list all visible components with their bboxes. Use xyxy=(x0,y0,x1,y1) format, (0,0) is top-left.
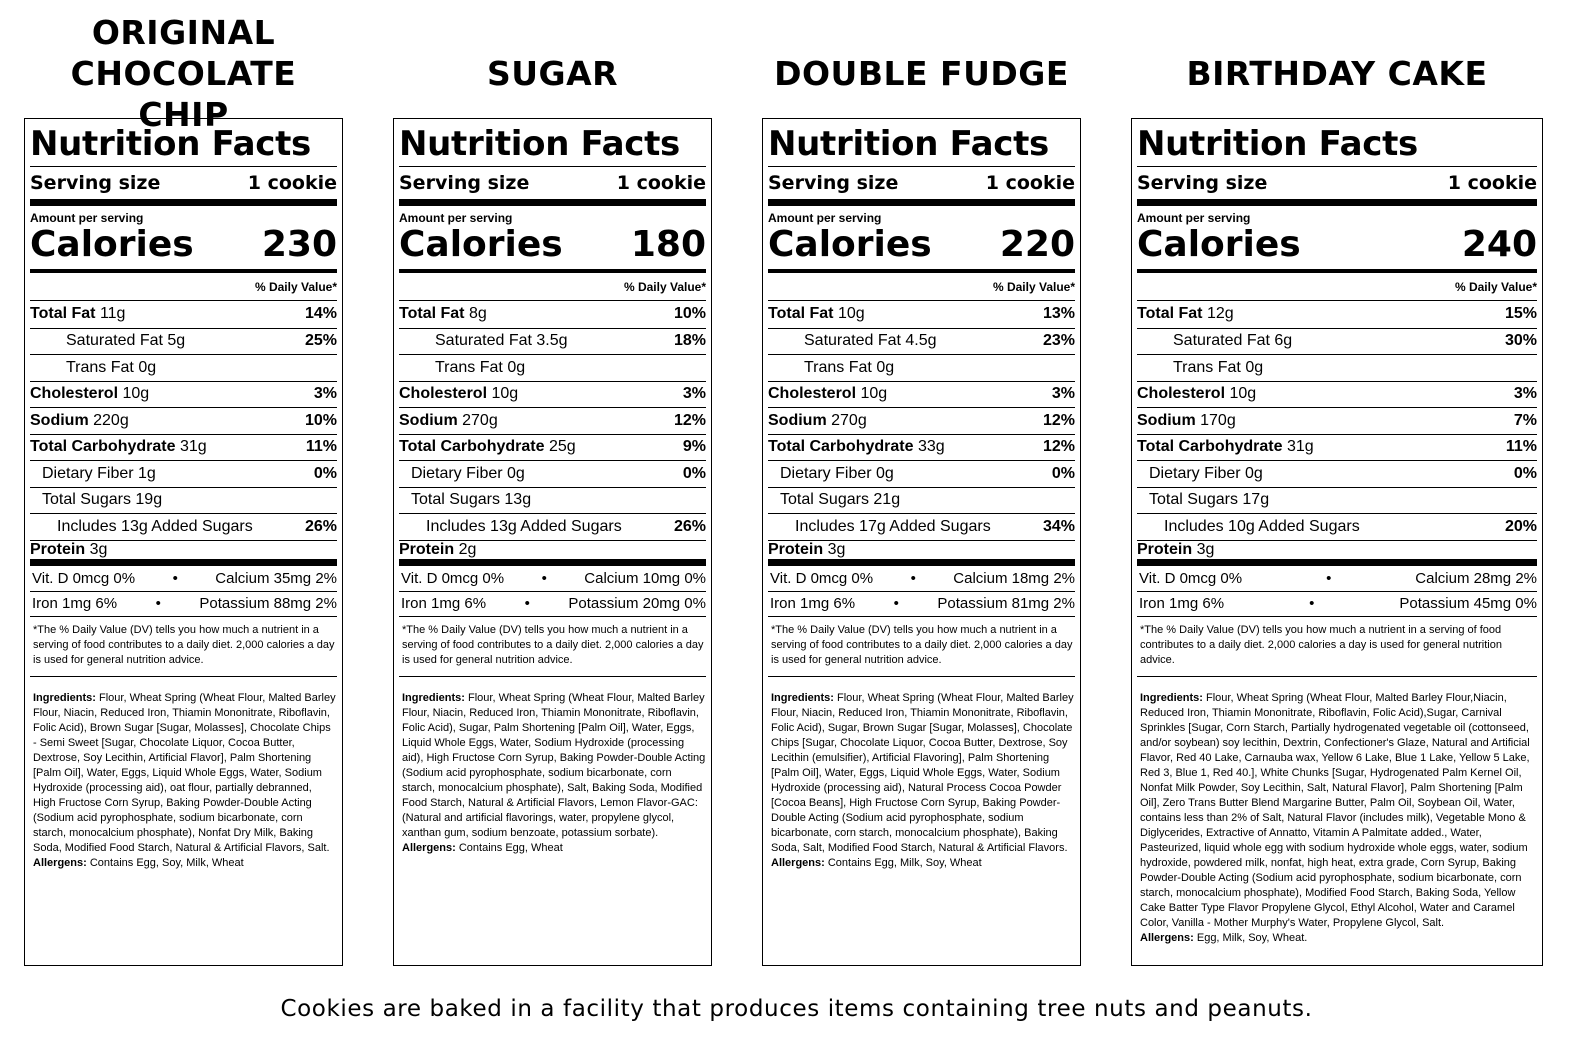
dietary-fiber-label: Dietary Fiber xyxy=(42,464,134,482)
dietary-fiber-amount: 0g xyxy=(507,464,525,482)
dietary-fiber-percent: 0% xyxy=(313,464,337,482)
added-sugars-percent: 26% xyxy=(673,517,706,535)
allergens-text: Contains Egg, Soy, Milk, Wheat xyxy=(89,856,244,869)
total-fat-label: Total Fat xyxy=(768,305,834,323)
trans-fat-text xyxy=(66,359,156,377)
total-carbohydrate-percent: 9% xyxy=(682,438,706,456)
total-fat-percent: 14% xyxy=(304,305,337,323)
protein-row xyxy=(30,540,337,566)
added-sugars-row xyxy=(30,513,337,540)
iron-potassium-row xyxy=(768,591,1075,616)
saturated-fat-text xyxy=(66,332,185,350)
added-sugars-percent: 34% xyxy=(1042,517,1075,535)
cholesterol-row xyxy=(768,381,1075,408)
mineral-list xyxy=(1137,566,1537,616)
nutrient-list xyxy=(768,301,1075,566)
vitamin-d: Vit. D 0mcg 0% xyxy=(401,569,505,587)
iron-potassium-row xyxy=(399,591,706,616)
calcium: Calcium 10mg 0% xyxy=(584,569,706,587)
sodium-amount: 270g xyxy=(831,411,867,429)
protein-label: Protein xyxy=(399,540,455,558)
total-sugars-label: Total Sugars xyxy=(411,491,500,509)
ingredients-text: Flour, Wheat Spring (Wheat Flour, Malted Barley Flour, Niacin, Reduced Iron, Thiamin Mononitrate, Riboflavin, Folic Acid), Sugar, Palm Shortening [Palm Oil], Water, Eggs, Liquid Whole Eggs, Water, Sodium Hydroxide (processing aid), High Fructose Corn Syrup, Baking Powder-Double Acting (Sodium acid pyrophosphate, sodium bicarbonate, corn starch, monocalcium phosphate), Salt, Baking Soda, Modified Food Starch, Natural & Artificial Flavors, Lemon Flavor-GAC: (Natural and artificial flavorings, water, propylene glycol, xanthan gum, sodium benzoate, potassium sorbate). xyxy=(402,691,706,839)
iron: Iron 1mg 6% xyxy=(401,595,487,612)
trans-fat-text xyxy=(435,359,525,377)
dietary-fiber-text xyxy=(1149,465,1263,483)
trans-fat-label: Trans Fat xyxy=(66,358,134,376)
potassium: Potassium 45mg 0% xyxy=(1399,595,1537,612)
dietary-fiber-text xyxy=(411,465,525,483)
serving-size-label: Serving size xyxy=(768,172,899,194)
cholesterol-percent: 3% xyxy=(682,385,706,403)
mineral-list xyxy=(399,566,706,616)
total-carbohydrate-label: Total Carbohydrate xyxy=(1137,438,1283,456)
serving-size-value: 1 cookie xyxy=(616,172,706,194)
trans-fat-row xyxy=(768,354,1075,381)
total-fat-row xyxy=(30,301,337,328)
vitd-calcium-row xyxy=(1137,566,1537,591)
bullet-separator: • xyxy=(155,595,161,612)
total-sugars-row xyxy=(768,487,1075,514)
ingredients-section xyxy=(768,676,1075,871)
vitamin-d: Vit. D 0mcg 0% xyxy=(770,569,874,587)
dietary-fiber-text xyxy=(780,465,894,483)
dietary-fiber-row xyxy=(1137,460,1537,487)
protein-amount: 3g xyxy=(1196,540,1215,558)
saturated-fat-label: Saturated Fat xyxy=(804,332,901,350)
total-carbohydrate-amount: 31g xyxy=(179,438,207,456)
cholesterol-text xyxy=(768,385,887,403)
total-carbohydrate-row xyxy=(399,434,706,461)
dietary-fiber-label: Dietary Fiber xyxy=(411,464,503,482)
total-fat-percent: 10% xyxy=(673,305,706,323)
total-sugars-amount: 19g xyxy=(135,491,163,509)
amount-per-serving: Amount per serving xyxy=(399,211,513,225)
daily-value-footnote: *The % Daily Value (DV) tells you how much a nutrient in a serving of food contributes to a daily diet. 2,000 calories a day is used for general nutrition advice. xyxy=(30,616,337,676)
sodium-text xyxy=(30,412,129,430)
nutrition-label xyxy=(24,118,343,966)
dietary-fiber-amount: 0g xyxy=(876,464,894,482)
protein-label: Protein xyxy=(768,540,824,558)
saturated-fat-percent: 30% xyxy=(1504,332,1537,350)
sodium-text xyxy=(399,412,498,430)
protein-text xyxy=(399,541,476,559)
added-sugars-percent: 26% xyxy=(304,517,337,535)
nutrient-list xyxy=(30,301,337,566)
total-carbohydrate-text xyxy=(1137,438,1314,456)
added-sugars-label: Includes 13g Added Sugars xyxy=(426,517,622,535)
amount-per-serving: Amount per serving xyxy=(768,211,882,225)
total-carbohydrate-row xyxy=(1137,434,1537,461)
calories-value: 240 xyxy=(1461,224,1537,265)
allergens-text: Contains Egg, Wheat xyxy=(458,841,563,854)
trans-fat-amount: 0g xyxy=(138,358,157,376)
total-fat-row xyxy=(1137,301,1537,328)
ingredients-section xyxy=(1137,676,1537,946)
allergens-label: Allergens: xyxy=(771,856,825,869)
thick-divider xyxy=(768,199,1075,206)
total-fat-text xyxy=(399,305,487,323)
vitd-calcium-row xyxy=(768,566,1075,591)
total-carbohydrate-label: Total Carbohydrate xyxy=(399,438,545,456)
calories-row xyxy=(1137,225,1537,269)
thick-divider xyxy=(399,199,706,206)
total-fat-text xyxy=(1137,305,1234,323)
total-fat-label: Total Fat xyxy=(1137,305,1203,323)
saturated-fat-label: Saturated Fat xyxy=(66,332,163,350)
daily-value-header: % Daily Value* xyxy=(1137,273,1537,301)
total-fat-row xyxy=(768,301,1075,328)
total-sugars-text xyxy=(42,491,162,509)
serving-size-row xyxy=(30,166,337,199)
calories-value: 220 xyxy=(999,224,1075,265)
protein-text xyxy=(30,541,107,559)
saturated-fat-text xyxy=(1173,332,1292,350)
bullet-separator: • xyxy=(1326,569,1332,587)
thick-divider xyxy=(1137,199,1537,206)
total-sugars-label: Total Sugars xyxy=(780,491,869,509)
saturated-fat-percent: 18% xyxy=(673,332,706,350)
daily-value-footnote: *The % Daily Value (DV) tells you how much a nutrient in a serving of food contributes to a daily diet. 2,000 calories a day is used for general nutrition advice. xyxy=(399,616,706,676)
added-sugars-row xyxy=(399,513,706,540)
sodium-percent: 12% xyxy=(1042,411,1075,429)
potassium: Potassium 81mg 2% xyxy=(937,595,1075,612)
bullet-separator: • xyxy=(1309,595,1315,612)
cholesterol-row xyxy=(399,381,706,408)
serving-size-row xyxy=(768,166,1075,199)
cholesterol-percent: 3% xyxy=(1513,385,1537,403)
dietary-fiber-row xyxy=(30,460,337,487)
total-carbohydrate-text xyxy=(399,438,576,456)
total-fat-amount: 10g xyxy=(837,305,865,323)
cholesterol-amount: 10g xyxy=(122,385,150,403)
nutrition-facts-heading: Nutrition Facts xyxy=(1137,124,1418,164)
protein-row xyxy=(768,540,1075,566)
serving-size-value: 1 cookie xyxy=(247,172,337,194)
dietary-fiber-amount: 0g xyxy=(1245,464,1263,482)
trans-fat-label: Trans Fat xyxy=(804,358,872,376)
protein-amount: 3g xyxy=(827,540,846,558)
dietary-fiber-label: Dietary Fiber xyxy=(780,464,872,482)
vitamin-d: Vit. D 0mcg 0% xyxy=(32,569,136,587)
protein-row xyxy=(1137,540,1537,566)
cholesterol-row xyxy=(1137,381,1537,408)
saturated-fat-amount: 4.5g xyxy=(905,332,937,350)
sodium-amount: 270g xyxy=(462,411,498,429)
cholesterol-amount: 10g xyxy=(1229,385,1257,403)
total-carbohydrate-row xyxy=(768,434,1075,461)
cholesterol-row xyxy=(30,381,337,408)
cholesterol-text xyxy=(1137,385,1256,403)
bullet-separator: • xyxy=(524,595,530,612)
dietary-fiber-percent: 0% xyxy=(1513,464,1537,482)
thick-divider xyxy=(30,199,337,206)
ingredients-label: Ingredients: xyxy=(33,691,96,704)
sodium-label: Sodium xyxy=(768,411,827,429)
dietary-fiber-amount: 1g xyxy=(138,464,156,482)
cholesterol-label: Cholesterol xyxy=(1137,385,1226,403)
allergens-line xyxy=(771,856,1075,871)
total-fat-amount: 12g xyxy=(1206,305,1234,323)
calories-label: Calories xyxy=(1137,224,1301,265)
nutrition-label xyxy=(762,118,1081,966)
saturated-fat-amount: 3.5g xyxy=(536,332,568,350)
sodium-amount: 170g xyxy=(1200,411,1236,429)
iron-potassium-row xyxy=(1137,591,1537,616)
allergens-label: Allergens: xyxy=(33,856,87,869)
serving-size-label: Serving size xyxy=(399,172,530,194)
saturated-fat-label: Saturated Fat xyxy=(1173,332,1270,350)
ingredients-text: Flour, Wheat Spring (Wheat Flour, Malted Barley Flour, Niacin, Reduced Iron, Thiamin Mononitrate, Riboflavin, Folic Acid), Brown Sugar [Sugar, Molasses], Chocolate Chips - Semi Sweet [Sugar, Chocolate Liquor, Cocoa Butter, Dextrose, Soy Lecithin, Artificial Flavor], Palm Shortening [Palm Oil], Water, Eggs, Liquid Whole Eggs, Water, Sodium Hydroxide (processing aid), oat flour, partially debranned, High Fructose Corn Syrup, Baking Powder-Double Acting (Sodium acid pyrophosphate, sodium bicarbonate, corn starch, monocalcium phosphate), Nonfat Dry Milk, Baking Soda, Modified Food Starch, Natural & Artificial Flavors, Salt. xyxy=(33,691,336,854)
sodium-percent: 12% xyxy=(673,411,706,429)
sodium-percent: 7% xyxy=(1513,411,1537,429)
ingredients-text: Flour, Wheat Spring (Wheat Flour, Malted Barley Flour,Niacin, Reduced Iron, Thiamin Mononitrate, Riboflavin, Folic Acid),Sugar, Carnival Sprinkles [Sugar, Corn Starch, Partially hydrogenated vegetable oil (cottonseed, and/or soybean) soy lecithin, Dextrin, Confectioner's Glaze, Natural and Artificial Flavor, Red 40 Lake, Carnauba wax, Yellow 6 Lake, Blue 1 Lake, Yellow 5 Lake, Red 3, Blue 1, Red 40.], White Chunks [Sugar, Hydrogenated Palm Kernel Oil, Nonfat Milk Powder, Soy Lecithin, Salt, Natural Flavor], Palm Shortening [Palm Oil], Zero Trans Butter Blend Margarine Butter, Palm Oil, Soybean Oil, Water, contains less than 2% of Salt, Natural Flavor (includes milk), Vegetable Mono & Diglycerides, Extractive of Annatto, Vitamin A Palmitate added., Water, Pasteurized, liquid whole egg with sodium hydroxide whole eggs, water, sodium hydroxide, powdered milk, nonfat, high heat, extra grade, Corn Syrup, Baking Powder-Double Acting (Sodium acid pyrophosphate, sodium bicarbonate, corn starch, monocalcium phosphate), Modified Food Starch, Baking Soda, Yellow Cake Batter Type Flavor Propylene Glycol, Ethyl Alcohol, Water and Caramel Color, Vanilla - Mother Murphy's Water, Propylene Glycol, Salt. xyxy=(1140,691,1530,929)
total-sugars-text xyxy=(411,491,531,509)
allergens-line xyxy=(1140,931,1537,946)
nutrient-list xyxy=(1137,301,1537,566)
sodium-amount: 220g xyxy=(93,411,129,429)
total-carbohydrate-text xyxy=(30,438,207,456)
serving-size-label: Serving size xyxy=(30,172,161,194)
total-carbohydrate-percent: 11% xyxy=(1505,438,1537,456)
protein-row xyxy=(399,540,706,566)
flavor-title: DOUBLE FUDGE xyxy=(774,54,1069,93)
trans-fat-amount: 0g xyxy=(1245,358,1264,376)
total-sugars-row xyxy=(30,487,337,514)
total-fat-row xyxy=(399,301,706,328)
total-sugars-label: Total Sugars xyxy=(42,491,131,509)
cholesterol-label: Cholesterol xyxy=(399,385,488,403)
total-sugars-label: Total Sugars xyxy=(1149,491,1238,509)
daily-value-header: % Daily Value* xyxy=(30,273,337,301)
saturated-fat-text xyxy=(435,332,568,350)
daily-value-footnote: *The % Daily Value (DV) tells you how much a nutrient in a serving of food contributes to a daily diet. 2,000 calories a day is used for general nutrition advice. xyxy=(1137,616,1537,676)
protein-text xyxy=(1137,541,1214,559)
bullet-separator: • xyxy=(893,595,899,612)
bullet-separator: • xyxy=(541,569,547,587)
cholesterol-text xyxy=(399,385,518,403)
allergens-text: Egg, Milk, Soy, Wheat. xyxy=(1196,931,1308,944)
protein-amount: 3g xyxy=(89,540,108,558)
saturated-fat-row xyxy=(1137,328,1537,355)
total-fat-percent: 13% xyxy=(1042,305,1075,323)
amount-per-serving: Amount per serving xyxy=(1137,211,1251,225)
total-sugars-row xyxy=(1137,487,1537,514)
cholesterol-label: Cholesterol xyxy=(30,385,119,403)
serving-size-row xyxy=(399,166,706,199)
total-fat-label: Total Fat xyxy=(399,305,465,323)
dietary-fiber-text xyxy=(42,465,156,483)
added-sugars-label: Includes 13g Added Sugars xyxy=(57,517,253,535)
trans-fat-row xyxy=(1137,354,1537,381)
saturated-fat-percent: 23% xyxy=(1042,332,1075,350)
daily-value-header: % Daily Value* xyxy=(399,273,706,301)
serving-size-value: 1 cookie xyxy=(985,172,1075,194)
saturated-fat-label: Saturated Fat xyxy=(435,332,532,350)
saturated-fat-row xyxy=(768,328,1075,355)
saturated-fat-amount: 6g xyxy=(1274,332,1293,350)
sodium-row xyxy=(30,407,337,434)
added-sugars-percent: 20% xyxy=(1504,517,1537,535)
total-carbohydrate-amount: 31g xyxy=(1286,438,1314,456)
trans-fat-text xyxy=(804,359,894,377)
cholesterol-amount: 10g xyxy=(491,385,519,403)
iron: Iron 1mg 6% xyxy=(1139,595,1225,612)
added-sugars-row xyxy=(1137,513,1537,540)
total-sugars-text xyxy=(780,491,900,509)
iron: Iron 1mg 6% xyxy=(770,595,856,612)
cholesterol-percent: 3% xyxy=(313,385,337,403)
mineral-list xyxy=(768,566,1075,616)
total-fat-amount: 8g xyxy=(468,305,487,323)
calories-row xyxy=(399,225,706,269)
trans-fat-amount: 0g xyxy=(507,358,526,376)
calcium: Calcium 18mg 2% xyxy=(953,569,1075,587)
dietary-fiber-percent: 0% xyxy=(682,464,706,482)
total-fat-text xyxy=(30,305,125,323)
allergens-label: Allergens: xyxy=(402,841,456,854)
nutrition-facts-heading: Nutrition Facts xyxy=(768,124,1049,164)
cholesterol-label: Cholesterol xyxy=(768,385,857,403)
dietary-fiber-label: Dietary Fiber xyxy=(1149,464,1241,482)
flavor-title: SUGAR xyxy=(486,54,619,93)
calcium: Calcium 28mg 2% xyxy=(1415,569,1537,587)
saturated-fat-amount: 5g xyxy=(167,332,186,350)
calories-label: Calories xyxy=(399,224,563,265)
calories-label: Calories xyxy=(768,224,932,265)
cholesterol-amount: 10g xyxy=(860,385,888,403)
total-fat-percent: 15% xyxy=(1504,305,1537,323)
total-sugars-row xyxy=(399,487,706,514)
allergens-line xyxy=(402,841,706,856)
total-carbohydrate-label: Total Carbohydrate xyxy=(768,438,914,456)
ingredients-section xyxy=(30,676,337,871)
vitamin-d: Vit. D 0mcg 0% xyxy=(1139,569,1243,587)
sodium-row xyxy=(768,407,1075,434)
calories-row xyxy=(768,225,1075,269)
total-sugars-amount: 21g xyxy=(873,491,901,509)
saturated-fat-text xyxy=(804,332,937,350)
total-carbohydrate-text xyxy=(768,438,945,456)
added-sugars-label: Includes 17g Added Sugars xyxy=(795,517,991,535)
sodium-row xyxy=(1137,407,1537,434)
trans-fat-row xyxy=(30,354,337,381)
sodium-label: Sodium xyxy=(399,411,458,429)
total-fat-text xyxy=(768,305,865,323)
total-carbohydrate-amount: 33g xyxy=(917,438,945,456)
flavor-title-line2: CHOCOLATE CHIP xyxy=(70,54,297,134)
allergens-label: Allergens: xyxy=(1140,931,1194,944)
total-fat-amount: 11g xyxy=(99,305,126,323)
vitd-calcium-row xyxy=(30,566,337,591)
protein-label: Protein xyxy=(1137,540,1193,558)
trans-fat-text xyxy=(1173,359,1263,377)
nutrition-label xyxy=(1131,118,1543,966)
nutrition-facts-heading: Nutrition Facts xyxy=(399,124,680,164)
total-sugars-text xyxy=(1149,491,1269,509)
total-sugars-amount: 13g xyxy=(504,491,532,509)
ingredients-label: Ingredients: xyxy=(771,691,834,704)
protein-amount: 2g xyxy=(458,540,477,558)
vitd-calcium-row xyxy=(399,566,706,591)
calories-row xyxy=(30,225,337,269)
amount-per-serving: Amount per serving xyxy=(30,211,144,225)
allergens-text: Contains Egg, Milk, Soy, Wheat xyxy=(827,856,982,869)
trans-fat-amount: 0g xyxy=(876,358,895,376)
sodium-label: Sodium xyxy=(1137,411,1196,429)
total-sugars-amount: 17g xyxy=(1242,491,1270,509)
added-sugars-row xyxy=(768,513,1075,540)
total-fat-label: Total Fat xyxy=(30,305,96,323)
potassium: Potassium 88mg 2% xyxy=(199,595,337,612)
protein-label: Protein xyxy=(30,540,86,558)
serving-size-label: Serving size xyxy=(1137,172,1268,194)
total-carbohydrate-percent: 12% xyxy=(1042,438,1075,456)
allergens-line xyxy=(33,856,337,871)
serving-size-value: 1 cookie xyxy=(1447,172,1537,194)
sodium-text xyxy=(768,412,867,430)
calories-value: 230 xyxy=(261,224,337,265)
calories-label: Calories xyxy=(30,224,194,265)
dietary-fiber-percent: 0% xyxy=(1051,464,1075,482)
total-carbohydrate-amount: 25g xyxy=(548,438,576,456)
ingredients-section xyxy=(399,676,706,856)
mineral-list xyxy=(30,566,337,616)
trans-fat-row xyxy=(399,354,706,381)
nutrition-facts-heading: Nutrition Facts xyxy=(30,124,311,164)
nutrient-list xyxy=(399,301,706,566)
calcium: Calcium 35mg 2% xyxy=(215,569,337,587)
saturated-fat-percent: 25% xyxy=(304,332,337,350)
sodium-percent: 10% xyxy=(304,411,337,429)
bullet-separator: • xyxy=(910,569,916,587)
calories-value: 180 xyxy=(630,224,706,265)
sodium-label: Sodium xyxy=(30,411,89,429)
serving-size-row xyxy=(1137,166,1537,199)
cholesterol-percent: 3% xyxy=(1051,385,1075,403)
flavor-title: BIRTHDAY CAKE xyxy=(1186,54,1488,93)
sodium-row xyxy=(399,407,706,434)
trans-fat-label: Trans Fat xyxy=(1173,358,1241,376)
iron: Iron 1mg 6% xyxy=(32,595,118,612)
iron-potassium-row xyxy=(30,591,337,616)
added-sugars-label: Includes 10g Added Sugars xyxy=(1164,517,1360,535)
potassium: Potassium 20mg 0% xyxy=(568,595,706,612)
dietary-fiber-row xyxy=(768,460,1075,487)
total-carbohydrate-row xyxy=(30,434,337,461)
saturated-fat-row xyxy=(30,328,337,355)
trans-fat-label: Trans Fat xyxy=(435,358,503,376)
bullet-separator: • xyxy=(172,569,178,587)
nutrition-label xyxy=(393,118,712,966)
daily-value-footnote: *The % Daily Value (DV) tells you how much a nutrient in a serving of food contributes to a daily diet. 2,000 calories a day is used for general nutrition advice. xyxy=(768,616,1075,676)
ingredients-label: Ingredients: xyxy=(402,691,465,704)
total-carbohydrate-percent: 11% xyxy=(305,438,337,456)
dietary-fiber-row xyxy=(399,460,706,487)
sodium-text xyxy=(1137,412,1236,430)
saturated-fat-row xyxy=(399,328,706,355)
ingredients-label: Ingredients: xyxy=(1140,691,1203,704)
cholesterol-text xyxy=(30,385,149,403)
total-carbohydrate-label: Total Carbohydrate xyxy=(30,438,176,456)
flavor-title-line1: ORIGINAL xyxy=(91,13,276,52)
facility-allergen-note: Cookies are baked in a facility that produces items containing tree nuts and peanuts. xyxy=(280,996,1313,1022)
ingredients-text: Flour, Wheat Spring (Wheat Flour, Malted Barley Flour, Niacin, Reduced Iron, Thiamin Mononitrate, Riboflavin, Folic Acid), Sugar, Brown Sugar [Sugar, Molasses], Chocolate Chips [Sugar, Chocolate Liquor, Cocoa Butter, Dextrose, Soy Lecithin (emulsifier), Artificial Flavoring], Palm Shortening [Palm Oil], Water, Eggs, Liquid Whole Eggs, Water, Sodium Hydroxide (processing aid), Natural Process Cocoa Powder [Cocoa Beans], High Fructose Corn Syrup, Baking Powder-Double Acting (Sodium acid pyrophosphate, sodium bicarbonate, corn starch, monocalcium phosphate), Baking Soda, Salt, Modified Food Starch, Natural & Artificial Flavors. xyxy=(771,691,1074,854)
daily-value-header: % Daily Value* xyxy=(768,273,1075,301)
protein-text xyxy=(768,541,845,559)
